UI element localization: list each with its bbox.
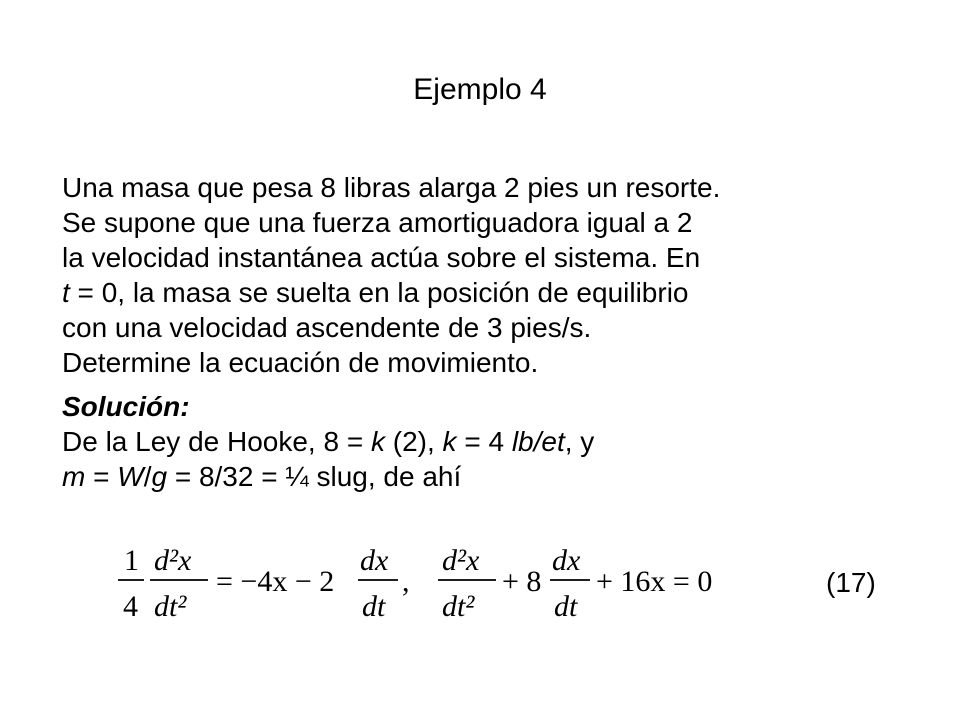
time-variable: t [62, 277, 70, 308]
eq-dt2-2: dt² [442, 590, 475, 623]
eq-dt2-1: dt² [154, 590, 187, 623]
eq-plus16: + 16x = 0 [596, 565, 713, 598]
problem-line-2: Se supone que una fuerza amortiguadora igual a 2 [62, 207, 693, 238]
problem-line-3: la velocidad instantánea actúa sobre el sistema. En [62, 242, 701, 273]
eq-d2x-1: d²x [154, 544, 192, 577]
eq-dx-1: dx [360, 544, 389, 577]
eq-dt-2: dt [554, 590, 578, 623]
mass-m: m [62, 461, 86, 492]
eq-plus8: + 8 [502, 565, 542, 598]
mass-slash: / [143, 461, 152, 492]
eq-dx-2: dx [552, 544, 581, 577]
mass-rest: = 8/32 = ¼ slug, de ahí [167, 461, 462, 492]
hooke-unit: lb/et [511, 426, 565, 457]
problem-line-6: Determine la ecuación de movimiento. [62, 347, 539, 378]
hooke-mid: (2), [384, 426, 443, 457]
problem-line-4-rest: = 0, la masa se suelta en la posición de equilibrio [69, 277, 689, 308]
equation-number: (17) [826, 567, 876, 598]
problem-line-5: con una velocidad ascendente de 3 pies/s. [62, 312, 592, 343]
eq-rhs1: = −4x − 2 [216, 565, 335, 598]
problem-text [62, 170, 922, 494]
eq-four: 4 [123, 590, 138, 623]
hooke-k2: k [442, 426, 457, 457]
problem-line-1: Una masa que pesa 8 libras alarga 2 pies un resorte. [62, 172, 721, 203]
solution-heading: Solución: [62, 391, 190, 422]
hooke-mid2: = 4 [456, 426, 512, 457]
hooke-line [62, 424, 922, 459]
hooke-prefix: De la Ley de Hooke, 8 = [62, 426, 371, 457]
problem-line-4 [62, 275, 922, 310]
eq-one: 1 [124, 544, 139, 577]
eq-d2x-2: d²x [442, 544, 480, 577]
mass-line [62, 459, 922, 494]
mass-eq1: = [85, 461, 118, 492]
slide-title: Ejemplo 4 [413, 73, 547, 106]
hooke-suffix: , y [564, 426, 595, 457]
mass-W: W [117, 461, 144, 492]
mass-g: g [151, 461, 168, 492]
eq-dt-1: dt [362, 590, 386, 623]
equation-17 [118, 538, 758, 628]
hooke-k1: k [370, 426, 385, 457]
eq-comma: , [402, 565, 410, 598]
